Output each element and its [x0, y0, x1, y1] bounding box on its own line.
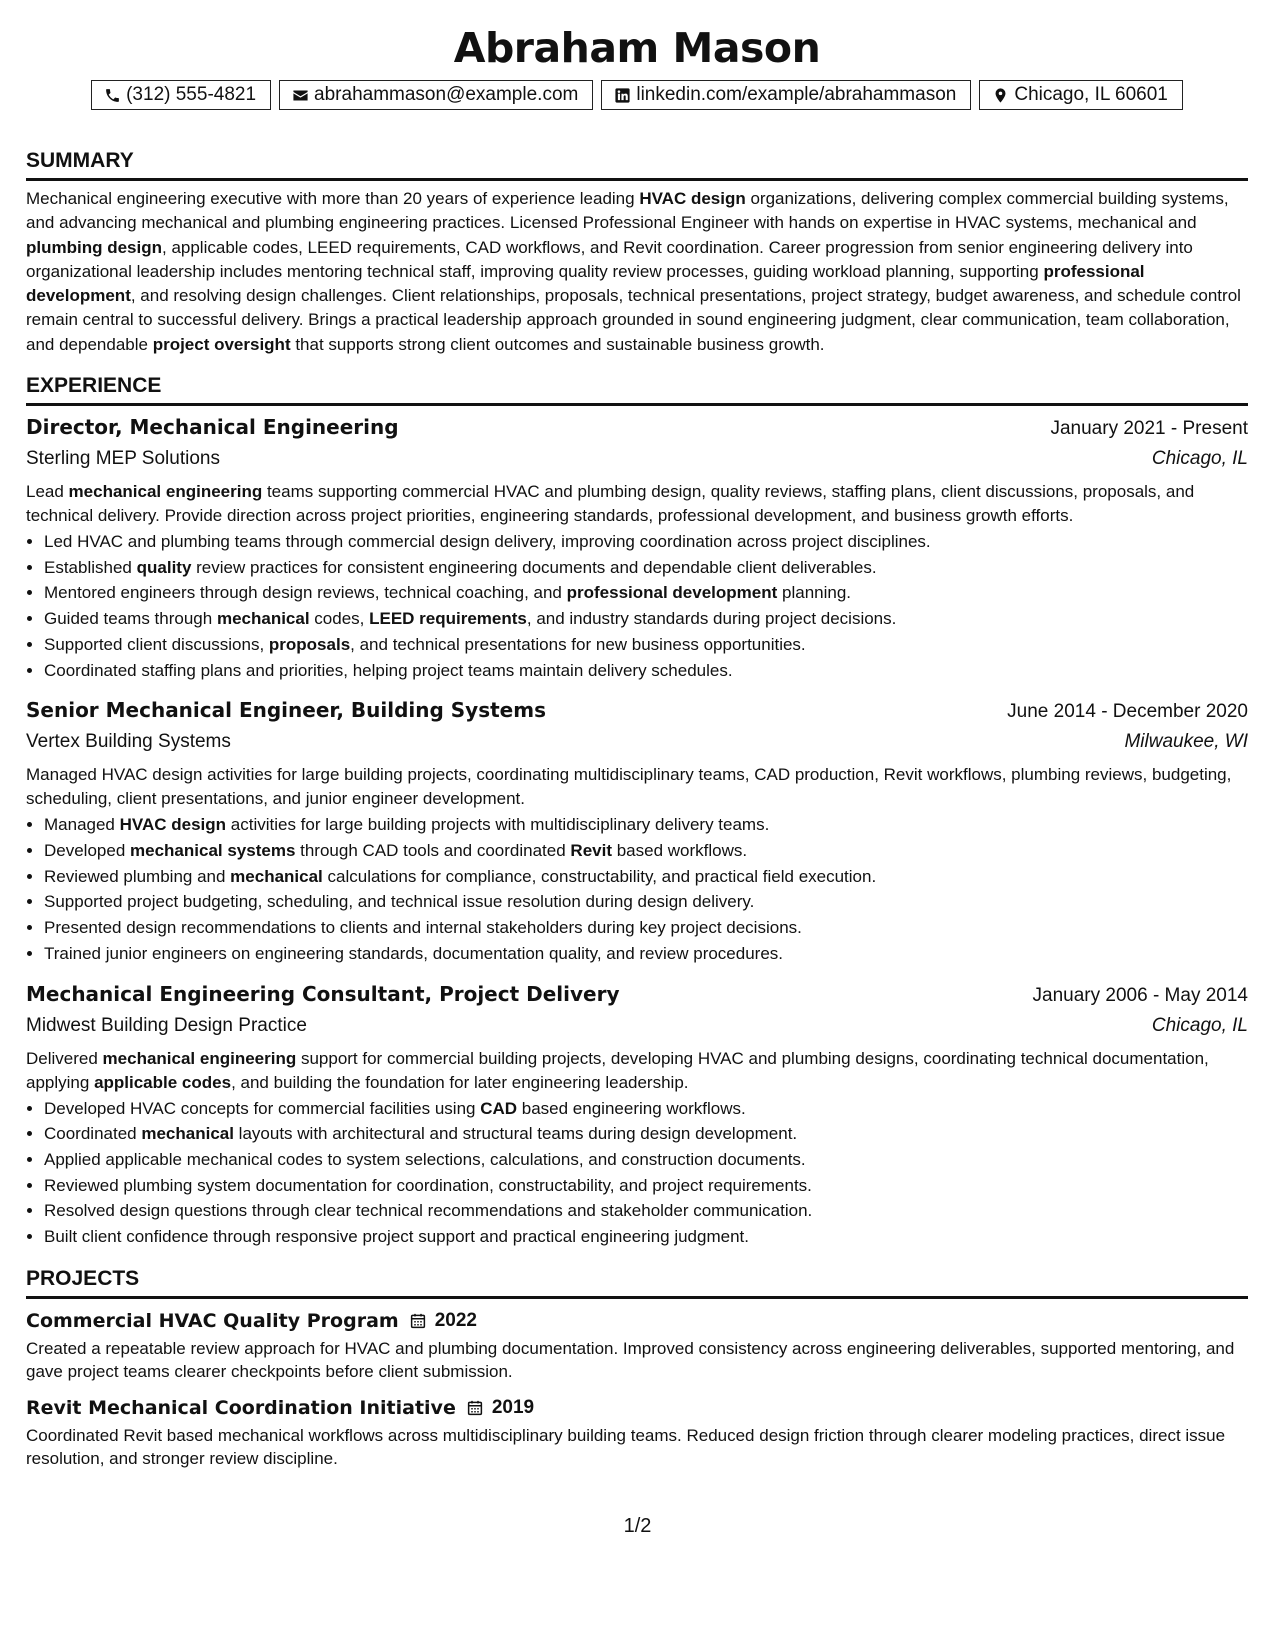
map-pin-icon [992, 87, 1009, 104]
project-year [466, 1394, 534, 1422]
job-entry [26, 412, 1248, 683]
contact-phone[interactable] [91, 80, 271, 110]
bullet-item: • Trained junior engineers on engineering standards, documentation quality, and review procedures. [44, 941, 1248, 967]
job-subheader-row [26, 1011, 1248, 1041]
job-location: Milwaukee, WI [1124, 731, 1248, 753]
contact-phone-text: (312) 555-4821 [126, 84, 257, 105]
project-header-row [26, 1394, 1248, 1422]
job-entry [26, 695, 1248, 966]
project-description: Created a repeatable review approach for HVAC and plumbing documentation. Improved consistency across engineering deliverables, supported mentoring, and gave project teams clearer checkpoints before client submission. [26, 1338, 1235, 1382]
project-description: Coordinated Revit based mechanical workflows across multidisciplinary building teams. Reduced design friction through clearer modeling practices, direct issue resolution, and stronger review discipline. [26, 1425, 1226, 1469]
candidate-name: Abraham Mason [453, 24, 821, 72]
job-location: Chicago, IL [1151, 448, 1248, 470]
contact-linkedin-text: linkedin.com/example/abrahammason [636, 84, 957, 105]
envelope-icon [292, 87, 309, 104]
job-company: Midwest Building Design Practice [26, 1014, 307, 1036]
job-bullets [26, 529, 1248, 683]
bullet-item: • Reviewed plumbing and mechanical calculations for compliance, constructability, and practical field execution. [44, 864, 1248, 890]
project-entry [26, 1307, 1248, 1384]
bullet-item: • Applied applicable mechanical codes to system selections, calculations, and construction documents. [44, 1147, 1248, 1173]
project-year [409, 1307, 477, 1335]
projects-heading: PROJECTS [26, 1266, 1248, 1299]
bullet-item: • Mentored engineers through design reviews, technical coaching, and professional development planning. [44, 580, 1248, 606]
page-number: 1/2 [623, 1515, 652, 1537]
resume-page [26, 20, 1248, 1471]
bullet-item: • Resolved design questions through clear technical recommendations and stakeholder communication. [44, 1198, 1248, 1224]
bullet-item: • Presented design recommendations to clients and internal stakeholders during key project decisions. [44, 915, 1248, 941]
summary-section [26, 148, 1248, 357]
bullet-item: • Supported client discussions, proposals, and technical presentations for new business opportunities. [44, 632, 1248, 658]
contact-email-text: abrahammason@example.com [314, 84, 579, 105]
job-bullets [26, 812, 1248, 966]
job-list [26, 412, 1248, 1250]
bullet-item: • Led HVAC and plumbing teams through commercial design delivery, improving coordination across project disciplines. [44, 529, 1248, 555]
phone-icon [104, 87, 121, 104]
project-header-row [26, 1307, 1248, 1335]
job-bullets [26, 1096, 1248, 1250]
job-dates: June 2014 - December 2020 [1007, 701, 1248, 723]
project-name: Revit Mechanical Coordination Initiative [26, 1396, 456, 1419]
job-description: Lead mechanical engineering teams supporting commercial HVAC and plumbing design, quality reviews, staffing plans, client discussions, proposals, and technical delivery. Provide direction across project priorities, engineering standards, professional development, and business growth efforts. [26, 482, 1195, 526]
bullet-item: • Reviewed plumbing system documentation for coordination, constructability, and project requirements. [44, 1173, 1248, 1199]
linkedin-icon [614, 87, 631, 104]
contact-linkedin[interactable] [601, 80, 971, 110]
project-year-text: 2019 [491, 1396, 535, 1418]
job-company: Sterling MEP Solutions [26, 448, 220, 470]
calendar-icon [409, 1312, 427, 1330]
projects-section [26, 1266, 1248, 1471]
project-name: Commercial HVAC Quality Program [26, 1309, 399, 1332]
job-title: Mechanical Engineering Consultant, Project Delivery [26, 981, 620, 1006]
job-description: Delivered mechanical engineering support for commercial building projects, developing HVAC and plumbing designs, coordinating technical documentation, applying applicable codes, and building the foundation for later engineering leadership. [26, 1048, 1209, 1092]
job-company: Vertex Building Systems [26, 731, 231, 753]
contact-email[interactable] [279, 80, 593, 110]
job-description: Managed HVAC design activities for large building projects, coordinating multidisciplinary teams, CAD production, Revit workflows, plumbing reviews, budgeting, scheduling, client presentations, and junior engineer development. [26, 765, 1232, 809]
bullet-item: • Supported project budgeting, scheduling, and technical issue resolution during design delivery. [44, 889, 1248, 915]
contact-location[interactable] [979, 80, 1183, 110]
bullet-item: • Developed HVAC concepts for commercial facilities using CAD based engineering workflows. [44, 1096, 1248, 1122]
job-dates: January 2006 - May 2014 [1032, 984, 1248, 1006]
contact-bar [26, 80, 1248, 110]
summary-heading: SUMMARY [26, 148, 1248, 181]
calendar-icon [466, 1399, 484, 1417]
bullet-item: • Guided teams through mechanical codes, LEED requirements, and industry standards during project decisions. [44, 606, 1248, 632]
summary-text: Mechanical engineering executive with more than 20 years of experience leading HVAC design organizations, delivering complex commercial building systems, and advancing mechanical and plumbing engineering practices. Licensed Professional Engineer with hands on expertise in HVAC systems, mechanical and plumbing design, applicable codes, LEED requirements, CAD workflows, and Revit coordination. Career progression from senior engineering delivery into organizational leadership includes mentoring technical staff, improving quality review processes, guiding workload planning, supporting professional development, and resolving design challenges. Client relationships, proposals, technical presentations, project strategy, budget awareness, and schedule control remain central to successful delivery. Brings a practical leadership approach grounded in sound engineering judgment, clear communication, team collaboration, and dependable project oversight that supports strong client outcomes and sustainable business growth. [26, 189, 1241, 354]
bullet-item: • Managed HVAC design activities for large building projects with multidisciplinary delivery teams. [44, 812, 1248, 838]
experience-heading: EXPERIENCE [26, 373, 1248, 406]
experience-section [26, 373, 1248, 1250]
job-dates: January 2021 - Present [1050, 418, 1248, 440]
bullet-item: • Coordinated staffing plans and priorities, helping project teams maintain delivery schedules. [44, 658, 1248, 684]
job-subheader-row [26, 727, 1248, 757]
job-entry [26, 979, 1248, 1250]
project-list [26, 1307, 1248, 1471]
project-entry [26, 1394, 1248, 1471]
job-subheader-row [26, 444, 1248, 474]
job-location: Chicago, IL [1151, 1014, 1248, 1036]
bullet-item: • Coordinated mechanical layouts with architectural and structural teams during design development. [44, 1121, 1248, 1147]
job-title: Senior Mechanical Engineer, Building Systems [26, 698, 546, 723]
bullet-item: • Developed mechanical systems through CAD tools and coordinated Revit based workflows. [44, 838, 1248, 864]
job-header-row [26, 695, 1248, 727]
project-year-text: 2022 [434, 1309, 477, 1331]
bullet-item: • Established quality review practices for consistent engineering documents and dependable client deliverables. [44, 555, 1248, 581]
bullet-item: • Built client confidence through responsive project support and practical engineering judgment. [44, 1224, 1248, 1250]
job-header-row [26, 412, 1248, 444]
job-title: Director, Mechanical Engineering [26, 415, 399, 440]
job-header-row [26, 979, 1248, 1011]
contact-location-text: Chicago, IL 60601 [1014, 84, 1168, 105]
